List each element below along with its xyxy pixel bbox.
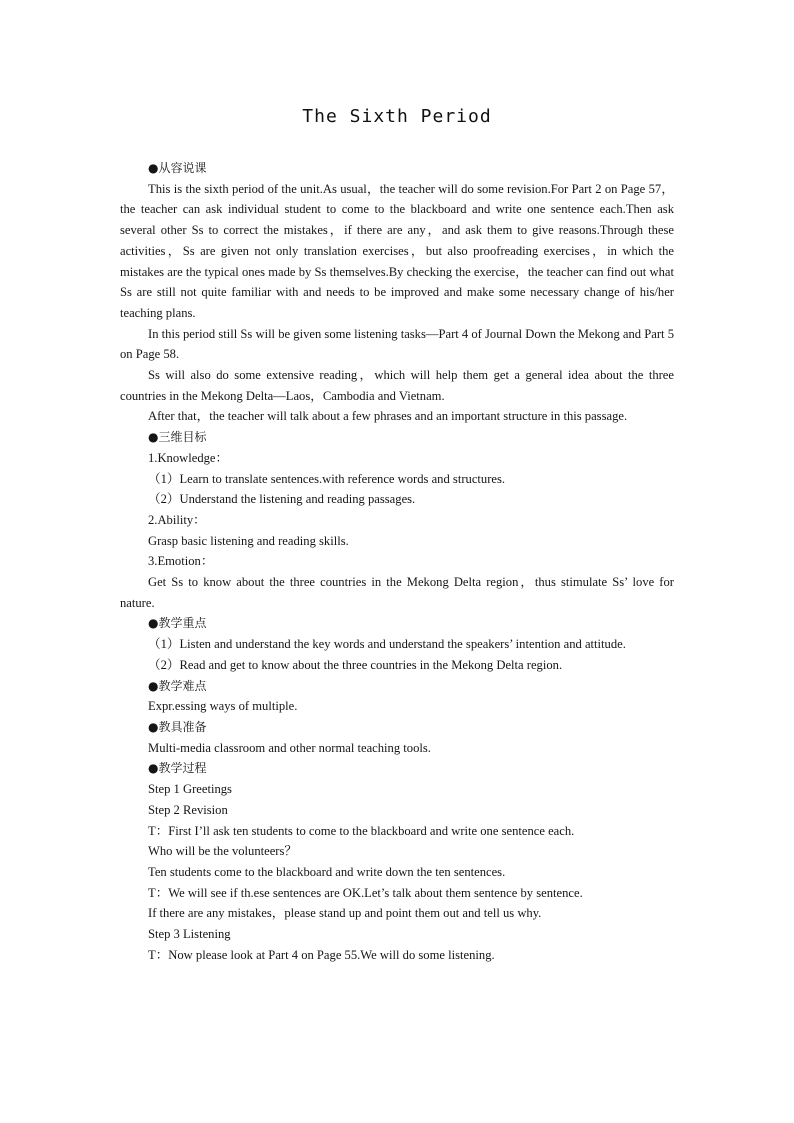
emotion-label: 3.Emotion： bbox=[148, 554, 214, 569]
step-1: Step 1 Greetings bbox=[148, 782, 232, 797]
step-2: Step 2 Revision bbox=[148, 802, 228, 817]
step-3: Step 3 Listening bbox=[148, 927, 231, 942]
dialogue-line-t2: T：We will see if th.ese sentences are OK.Let’s talk about them sentence by sentence. bbox=[148, 885, 583, 900]
difficulty-text: Expr.essing ways of multiple. bbox=[148, 699, 298, 714]
dialogue-line-question: Who will be the volunteers？ bbox=[148, 844, 297, 859]
ability-text: Grasp basic listening and reading skills. bbox=[148, 533, 349, 548]
dialogue-line-t4: T：Now please look at Part 4 on Page 55.We will do some listening. bbox=[148, 947, 495, 962]
ability-label: 2.Ability： bbox=[148, 512, 206, 527]
section-heading-intro: ●从容说课 bbox=[148, 161, 207, 175]
tools-text: Multi-media classroom and other normal teaching tools. bbox=[148, 740, 431, 755]
knowledge-item-1: （1）Learn to translate sentences.with reference words and structures. bbox=[148, 471, 506, 486]
knowledge-label: 1.Knowledge： bbox=[148, 450, 229, 465]
intro-paragraph-2: In this period still Ss will be given some listening tasks—Part 4 of Journal Down the Mekong and Part 5 on Page 58. bbox=[120, 326, 674, 362]
dialogue-line-t1: T：First I’ll ask ten students to come to the blackboard and write one sentence each. bbox=[148, 823, 575, 838]
key-point-1: （1）Listen and understand the key words and understand the speakers’ intention and attitude. bbox=[148, 637, 626, 652]
section-heading-tools: ●教具准备 bbox=[148, 719, 207, 734]
section-heading-key-points: ●教学重点 bbox=[148, 616, 207, 631]
intro-paragraph-1: This is the sixth period of the unit.As usual，the teacher will do some revision.For Part 2 on Page 57，the teacher can ask individual student to come to the blackboard and write one sentence each.Then ask several other Ss to correct the mistakes，if there are any，and ask them to give reasons.Through these activities，Ss are given not only translation exercises，but also proofreading exercises，in which the mistakes are the typical ones made by Ss themselves.By checking the exercise，the teacher can find out what Ss are still not quite familiar with and needs to be improved and make some necessary change of his/her teaching plans. bbox=[120, 181, 674, 320]
section-heading-process: ●教学过程 bbox=[148, 761, 207, 776]
document-body bbox=[120, 158, 674, 965]
key-point-2: （2）Read and get to know about the three countries in the Mekong Delta region. bbox=[148, 657, 563, 672]
section-heading-difficulty: ●教学难点 bbox=[148, 678, 207, 693]
intro-paragraph-4: After that，the teacher will talk about a few phrases and an important structure in this passage. bbox=[148, 409, 628, 424]
emotion-text: Get Ss to know about the three countries in the Mekong Delta region，thus stimulate Ss’ love for nature. bbox=[120, 575, 674, 610]
section-heading-goals: ●三维目标 bbox=[148, 430, 207, 445]
dialogue-line-students: Ten students come to the blackboard and write down the ten sentences. bbox=[148, 864, 506, 879]
intro-paragraph-3: Ss will also do some extensive reading，which will help them get a general idea about the three countries in the Mekong Delta—Laos，Cambodia and Vietnam. bbox=[120, 368, 674, 403]
dialogue-line-t3: If there are any mistakes，please stand up and point them out and tell us why. bbox=[148, 906, 542, 921]
knowledge-item-2: （2）Understand the listening and reading passages. bbox=[148, 492, 416, 507]
page-title: The Sixth Period bbox=[302, 106, 492, 127]
